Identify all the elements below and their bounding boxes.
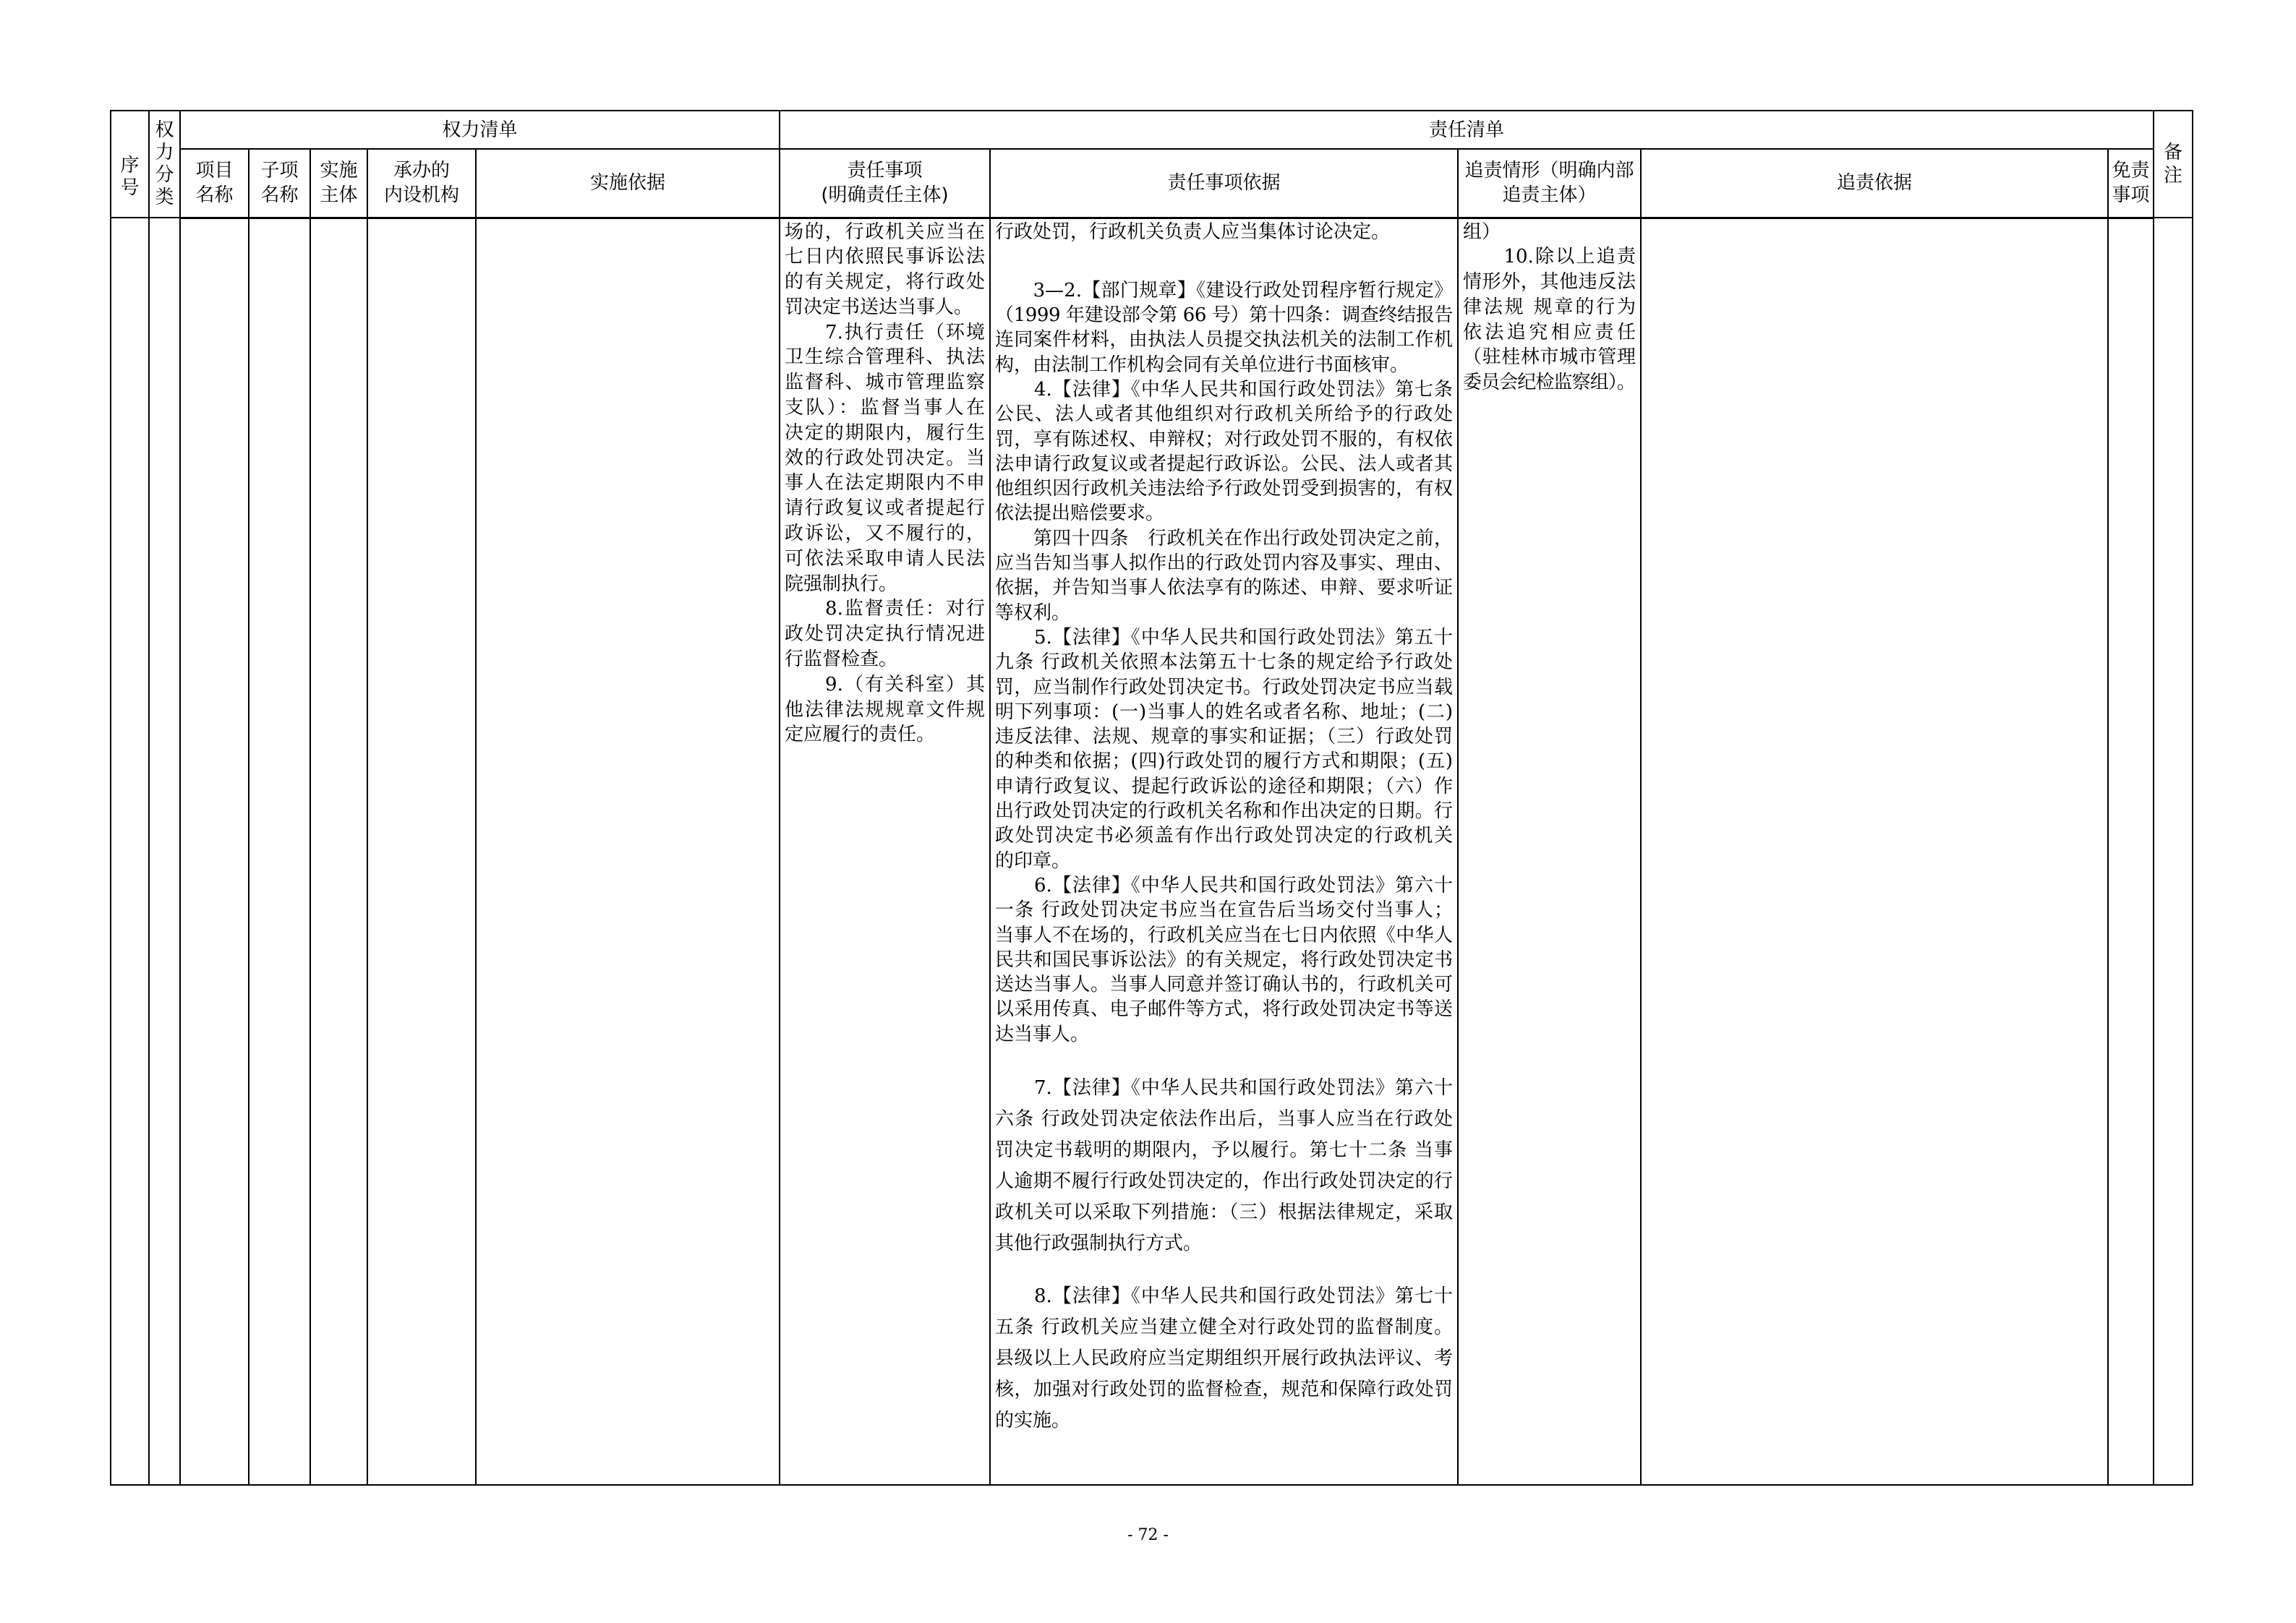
- text-line: 律法规 规章的行为: [1463, 296, 1636, 318]
- header-power-category-label: 权力分类: [155, 119, 174, 208]
- responsibility-basis-text: [995, 220, 1453, 1437]
- header-line: 责任事项: [847, 160, 923, 182]
- header-line: 实施: [320, 160, 358, 182]
- paragraph: [1463, 220, 1636, 245]
- cell-responsibility-basis: [990, 218, 1458, 1485]
- paragraph: [995, 278, 1453, 377]
- text-line: 民共和国民事诉讼法》的有关规定，将行政处罚决定书: [995, 948, 1453, 971]
- header-line: 追责依据: [1836, 172, 1912, 194]
- text-line: 政处罚决定执行情况进: [785, 623, 985, 646]
- text-line: 明下列事项：(一)当事人的姓名或者名称、地址；(二): [995, 701, 1453, 723]
- header-line: 追责主体）: [1502, 184, 1597, 207]
- text-line: 3—2.【部门规章】《建设行政处罚程序暂行规定》: [995, 279, 1453, 301]
- cell-exemption-items: [2108, 218, 2154, 1485]
- text-line: 事人在法定期限内不申: [785, 472, 985, 494]
- paragraph: [995, 377, 1453, 526]
- header-line: 项目: [195, 160, 234, 182]
- header-power-category: [149, 111, 180, 218]
- text-line: 政机关可以采取下列措施：（三）根据法律规定，采取: [995, 1202, 1453, 1223]
- text-line: 依据，并告知当事人依法享有的陈述、申辩、要求听证: [995, 577, 1453, 599]
- header-accountability-basis: [1641, 149, 2108, 218]
- text-line: 以采用传真、电子邮件等方式，将行政处罚决定书等送: [995, 998, 1453, 1021]
- text-line: （1999 年建设部令第 66 号）第十四条：调查终结报告: [995, 304, 1453, 327]
- text-line: 的种类和依据；(四)行政处罚的履行方式和期限；(五): [995, 750, 1453, 773]
- text-line: 组）: [1463, 220, 1501, 243]
- text-line: 请行政复议或者提起行: [785, 497, 985, 520]
- text-line: 其他行政强制执行方式。: [995, 1233, 1203, 1254]
- header-responsibility-list: [780, 111, 2154, 149]
- text-line: 支队）：监督当事人在: [785, 397, 985, 419]
- text-line: 依法提出赔偿要求。: [995, 502, 1165, 525]
- text-line: （驻桂林市城市管理: [1463, 346, 1636, 369]
- text-line: 6.【法律】《中华人民共和国行政处罚法》第六十: [995, 874, 1453, 896]
- text-line: 政诉讼，又不履行的，: [785, 523, 985, 545]
- text-line: 罚，享有陈述权、申辩权；对行政处罚不服的，有权依: [995, 428, 1453, 450]
- header-line: 主体: [320, 184, 358, 207]
- text-line: 一条 行政处罚决定书应当在宣告后当场交付当事人；: [995, 899, 1453, 922]
- text-line: 院强制执行。: [785, 573, 898, 595]
- text-line: 七日内依照民事诉讼法: [785, 246, 985, 268]
- text-line: 的有关规定，将行政处: [785, 271, 985, 294]
- cell-seq: [111, 218, 149, 1485]
- text-line: 可依法采取申请人民法: [785, 547, 985, 570]
- header-seq: [111, 111, 149, 218]
- header-sub-item-name: [249, 149, 310, 218]
- cell-implementing-body: [310, 218, 367, 1485]
- header-line: 子项: [260, 160, 299, 182]
- text-line: 出行政处罚决定的行政机关名称和作出决定的日期。行: [995, 800, 1453, 823]
- text-line: 依法追究相应责任: [1463, 321, 1636, 343]
- header-power-list: [180, 111, 780, 149]
- text-line: 委员会纪检监察组）。: [1463, 372, 1636, 394]
- header-exemption-items: [2108, 149, 2154, 218]
- header-implementing-body: [310, 149, 367, 218]
- text-line: 5.【法律】《中华人民共和国行政处罚法》第五十: [995, 626, 1453, 648]
- text-line: 情形外，其他违反法: [1463, 271, 1636, 294]
- text-line: 应当告知当事人拟作出的行政处罚内容及事实、理由、: [995, 552, 1453, 575]
- text-line: 罚，应当制作行政处罚决定书。行政处罚决定书应当载: [995, 676, 1453, 698]
- cell-internal-department: [367, 218, 476, 1485]
- text-line: 申请行政复议、提起行政诉讼的途径和期限；（六）作: [995, 775, 1453, 797]
- cell-remarks: [2154, 218, 2193, 1485]
- paragraph: [785, 596, 985, 672]
- text-line: 连同案件材料，由执法人员提交执法机关的法制工作机: [995, 329, 1453, 351]
- text-line: 政处罚决定书必须盖有作出行政处罚决定的行政机关: [995, 825, 1453, 847]
- accountability-circumstances-text: [1463, 220, 1636, 396]
- text-line: 等权利。: [995, 601, 1071, 624]
- header-responsibility-items: [780, 149, 990, 218]
- header-line: 免责: [2112, 160, 2150, 182]
- text-line: 送达当事人。当事人同意并签订确认书的，行政机关可: [995, 974, 1453, 996]
- paragraph: [995, 625, 1453, 873]
- text-line: 第四十四条 行政机关在作出行政处罚决定之前，: [995, 527, 1453, 549]
- paragraph: [785, 220, 985, 320]
- header-line: 承办的: [393, 160, 450, 182]
- header-line: 名称: [260, 184, 299, 207]
- text-line: 场的，行政机关应当在: [785, 220, 985, 243]
- paragraph: [995, 526, 1453, 625]
- text-line: 8.监督责任：对行: [785, 598, 985, 620]
- text-line: 行监督检查。: [785, 648, 898, 671]
- text-line: 7.【法律】《中华人民共和国行政处罚法》第六十: [995, 1077, 1453, 1099]
- header-line: 事项: [2112, 184, 2150, 207]
- header-remarks: [2154, 111, 2193, 218]
- cell-responsibility-items: [780, 218, 990, 1485]
- header-line: 名称: [195, 184, 234, 207]
- text-line: 9.（有关科室）其: [785, 673, 985, 695]
- text-line: 县级以上人民政府应当定期组织开展行政执法评议、考: [995, 1348, 1453, 1369]
- page-number: - 72 -: [1127, 1526, 1169, 1544]
- text-line: 效的行政处罚决定。当: [785, 447, 985, 469]
- text-line: 他法律法规规章文件规: [785, 698, 985, 721]
- text-line: 构，由法制工作机构会同有关单位进行书面核审。: [995, 354, 1409, 376]
- text-line: 决定的期限内，履行生: [785, 421, 985, 444]
- text-line: 违反法律、法规、规章的事实和证据；（三）行政处罚: [995, 726, 1453, 748]
- paragraph: [995, 1073, 1453, 1259]
- cell-accountability-basis: [1641, 218, 2108, 1485]
- powers-responsibilities-table: [110, 110, 2193, 1486]
- header-row-top: [111, 111, 2193, 149]
- text-line: 核，加强对行政处罚的监督检查，规范和保障行政处罚: [995, 1379, 1453, 1400]
- text-line: 10.除以上追责: [1463, 246, 1636, 268]
- text-line: 的实施。: [995, 1410, 1071, 1431]
- text-line: 定应履行的责任。: [785, 724, 936, 746]
- text-line: 7.执行责任（环境: [785, 321, 985, 343]
- header-line: 追责情形（明确内部: [1464, 160, 1634, 182]
- text-line: 法申请行政复议或者提起行政诉讼。公民、法人或者其: [995, 453, 1453, 475]
- text-line: 达当事人。: [995, 1023, 1090, 1045]
- header-row-columns: [111, 149, 2193, 218]
- table-row: [111, 218, 2193, 1485]
- responsibility-items-text: [785, 220, 985, 748]
- table-body: [111, 218, 2193, 1485]
- cell-sub-item-name: [249, 218, 310, 1485]
- header-implementation-basis: [476, 149, 780, 218]
- paragraph: [785, 320, 985, 597]
- text-line: 8.【法律】《中华人民共和国行政处罚法》第七十: [995, 1285, 1453, 1307]
- paragraph: [995, 220, 1453, 244]
- text-line: 五条 行政机关应当建立健全对行政处罚的监督制度。: [995, 1316, 1453, 1338]
- text-line: 公民、法人或者其他组织对行政机关所给予的行政处: [995, 403, 1453, 426]
- paragraph: [995, 873, 1453, 1047]
- header-remarks-label: 备注: [2163, 142, 2182, 187]
- text-line: 他组织因行政机关违法给予行政处罚受到损害的，有权: [995, 478, 1453, 500]
- text-line: 六条 行政处罚决定依法作出后，当事人应当在行政处: [995, 1108, 1453, 1130]
- header-accountability-circumstances: [1458, 149, 1641, 218]
- header-responsibility-list-label: 责任清单: [1428, 119, 1504, 141]
- header-line: 内设机构: [383, 184, 459, 207]
- text-line: 监督科、城市管理监察: [785, 372, 985, 394]
- header-seq-label: 序号: [120, 155, 140, 199]
- cell-project-name: [180, 218, 249, 1485]
- header-internal-department: [367, 149, 476, 218]
- header-line: 实施依据: [589, 172, 665, 194]
- text-line: 当事人不在场的，行政机关应当在七日内依照《中华人: [995, 924, 1453, 946]
- paragraph: [785, 672, 985, 748]
- text-line: 的印章。: [995, 849, 1071, 872]
- header-line: (明确责任主体): [821, 184, 949, 207]
- text-line: 九条 行政机关依照本法第五十七条的规定给予行政处: [995, 651, 1453, 674]
- text-line: 4.【法律】《中华人民共和国行政处罚法》第七条: [995, 378, 1453, 401]
- cell-accountability-circumstances: [1458, 218, 1641, 1485]
- text-line: 罚决定书送达当事人。: [785, 296, 973, 318]
- cell-power-category: [149, 218, 180, 1485]
- paragraph: [1463, 244, 1636, 395]
- cell-implementation-basis: [476, 218, 780, 1485]
- text-line: 行政处罚，行政机关负责人应当集体讨论决定。: [995, 220, 1391, 243]
- header-line: 责任事项依据: [1167, 172, 1281, 194]
- text-line: 卫生综合管理科、执法: [785, 346, 985, 369]
- table-header: [111, 111, 2193, 218]
- paragraph: [995, 1281, 1453, 1436]
- text-line: 罚决定书载明的期限内，予以履行。第七十二条 当事: [995, 1139, 1453, 1161]
- header-power-list-label: 权力清单: [442, 119, 518, 141]
- header-project-name: [180, 149, 249, 218]
- text-line: 人逾期不履行行政处罚决定的，作出行政处罚决定的行: [995, 1170, 1453, 1192]
- header-responsibility-basis: [990, 149, 1458, 218]
